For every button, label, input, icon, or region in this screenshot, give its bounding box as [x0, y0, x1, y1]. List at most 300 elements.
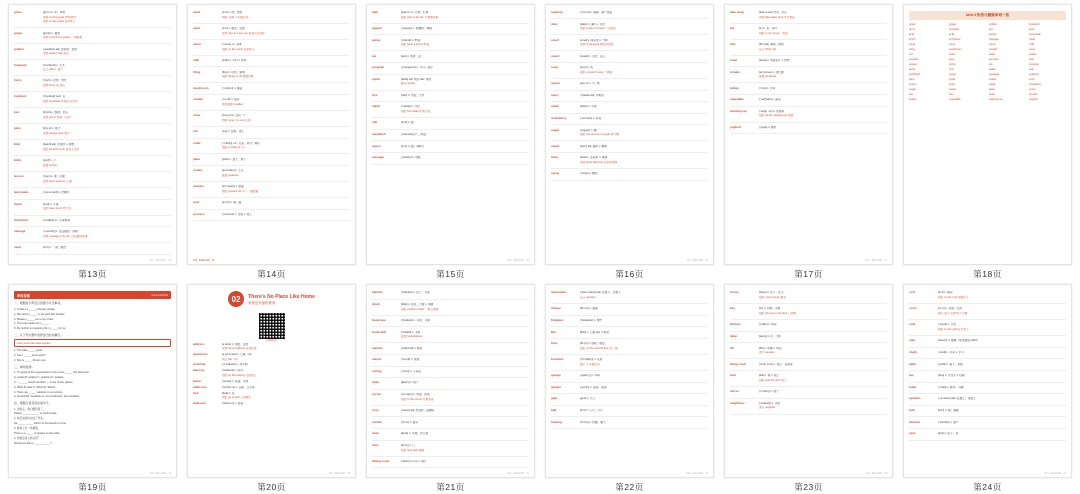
- word-entry: [14, 79, 171, 87]
- word-entry: [14, 219, 171, 223]
- page-footer: 021 · ENGLISH · 21: [507, 472, 529, 476]
- entry-body: [222, 27, 350, 35]
- headword: juice: [14, 126, 21, 131]
- page-caption: 第18页: [973, 268, 1002, 279]
- entry-body: [43, 79, 171, 87]
- headword: balcony: [193, 368, 205, 373]
- entry-body: [43, 64, 171, 72]
- page-7[interactable]: [8, 284, 177, 478]
- word-entry: [14, 203, 171, 211]
- entry-divider: [372, 50, 529, 51]
- entry-divider: [551, 18, 708, 19]
- entry-divider: [372, 377, 529, 378]
- entry-body: [222, 380, 350, 384]
- entry-divider: [14, 123, 171, 124]
- word-entry: [551, 172, 708, 176]
- entry-body: [580, 307, 708, 311]
- entry-line: 逐例 smell good 闻起来很香: [580, 43, 614, 47]
- headword: garden: [551, 384, 562, 389]
- word-entry: [730, 59, 887, 63]
- word-cell: taste: [989, 87, 995, 91]
- entry-line: [ˈhʌndrəd] num. 百: [43, 95, 66, 99]
- word-entry: [193, 98, 350, 106]
- entry-line: 搭配 on the grass 在草地上: [43, 20, 76, 24]
- entry-body: [401, 347, 529, 351]
- entry-line: [bed] n. 床: [222, 391, 235, 395]
- entry-line: [raɪs] n. 米饭；大米: [401, 93, 425, 97]
- word-entry: [551, 307, 708, 311]
- entry-body: [759, 323, 887, 327]
- entry-body: [401, 27, 529, 31]
- entry-line: [ˈsænwɪdʒ] n. 三明治: [401, 133, 427, 136]
- unit-title-wrap: [248, 294, 315, 305]
- entry-body: [759, 402, 887, 410]
- word-entry: [372, 303, 529, 311]
- entry-line: 搭配 on the roof 在屋顶上: [938, 295, 969, 299]
- entry-line: 搭配 have lunch 吃午饭: [43, 207, 71, 211]
- headword: soup: [551, 65, 559, 70]
- entry-divider: [193, 23, 350, 24]
- word-entry-list: [193, 11, 350, 222]
- entry-body: [401, 393, 529, 401]
- exercise-question: 3. Please p_____ me a cup of tea.: [14, 317, 54, 321]
- entry-line: [ˈkɜːtn] n. 窗帘: [401, 420, 419, 424]
- word-entry: [372, 156, 529, 160]
- word-cell: none: [1029, 47, 1035, 51]
- entry-body: [580, 156, 708, 164]
- page-thumbnail-cell[interactable]: [366, 284, 535, 493]
- word-entry: [193, 386, 350, 390]
- entry-divider: [14, 139, 171, 140]
- headword: picnic: [372, 37, 381, 42]
- entry-line: 逐例 manage to do sth. 设法做成某事: [43, 235, 88, 239]
- entry-line: [əˈdres] n. 地址；住址: [222, 342, 249, 346]
- headword: grape: [14, 30, 23, 35]
- entry-divider: [14, 107, 171, 108]
- headword: menu: [193, 41, 202, 46]
- entry-divider: [372, 366, 529, 367]
- entry-divider: [14, 199, 171, 200]
- headword: meal: [14, 245, 21, 250]
- word-cell: plan: [1029, 57, 1035, 61]
- word-entry: [551, 145, 708, 149]
- page-9[interactable]: [366, 284, 535, 478]
- entry-body: [401, 291, 529, 295]
- word-entry: [909, 351, 1066, 355]
- exercise-question: Would you like to _____ _____ ?: [14, 442, 52, 446]
- word-cell: manage: [989, 37, 999, 41]
- word-cell: prepare: [909, 57, 919, 61]
- headword: strawberry: [551, 116, 567, 121]
- headword: pie: [372, 53, 377, 58]
- entry-divider: [730, 55, 887, 56]
- headword: vegetable: [730, 97, 744, 102]
- entry-body: [222, 98, 350, 106]
- entry-line: [miːl] n. 一餐；膳食: [43, 246, 66, 250]
- entry-line: [ˈneɪbə(r)] n. 邻居: [759, 401, 781, 405]
- entry-line: [kiː] n. 钥匙；关键: [759, 307, 781, 311]
- headword: hall: [551, 408, 557, 413]
- headword: block: [372, 302, 380, 306]
- word-entry: [372, 94, 529, 98]
- entry-line: [ˈmʌʃrʊm] n. 蘑菇: [222, 86, 243, 90]
- unit-cover-header: [193, 291, 350, 307]
- entry-divider: [551, 50, 708, 51]
- word-entry: [730, 307, 887, 315]
- page-thumbnail-cell[interactable]: [724, 284, 893, 493]
- entry-divider: [730, 370, 887, 371]
- entry-line: [ˈmɪrə(r)] n. 镜子: [759, 390, 779, 394]
- word-entry: [372, 27, 529, 31]
- exercise-word-bank: order smell slice taste prepare: [14, 339, 171, 347]
- word-entry: [193, 392, 350, 400]
- page-thumbnail-cell[interactable]: [187, 4, 356, 280]
- entry-line: 搭配 a slice of bread 一片面包: [580, 27, 616, 31]
- headword: corner: [372, 392, 382, 397]
- entry-line: 逐例 cut the grass 修剪草坪: [43, 15, 77, 19]
- word-entry: [372, 347, 529, 351]
- entry-divider: [551, 101, 708, 102]
- entry-divider: [730, 386, 887, 387]
- headword: kind: [14, 142, 21, 147]
- entry-line: [ˈlʌntʃtaɪm] n. 午餐时间: [43, 218, 71, 222]
- entry-body: [222, 369, 350, 377]
- entry-line: [ˈkəʊzi] adj. 舒适的；温馨的: [401, 409, 435, 413]
- page-5[interactable]: [724, 4, 893, 265]
- entry-divider: [730, 414, 887, 415]
- entry-body: [580, 145, 708, 149]
- entry-body: [43, 111, 171, 119]
- word-entry: [14, 95, 171, 103]
- word-cell: salt: [1029, 67, 1034, 71]
- entry-line: 逐例 taste delicious 尝起来美味: [580, 160, 618, 164]
- page-thumbnail-cell[interactable]: [903, 284, 1072, 493]
- word-entry: [909, 339, 1066, 343]
- word-entry: [730, 110, 887, 118]
- entry-divider: [909, 370, 1066, 371]
- page-4[interactable]: [545, 4, 714, 265]
- page-caption: 第15页: [436, 268, 465, 279]
- word-entry: [551, 342, 708, 350]
- word-cell: knife: [949, 32, 955, 36]
- word-cell: golden: [989, 23, 998, 26]
- word-entry: [909, 409, 1066, 413]
- word-entry: [193, 27, 350, 35]
- entry-divider: [193, 153, 350, 154]
- headword: desk: [372, 431, 379, 436]
- word-entry: [14, 64, 171, 72]
- entry-body: [580, 23, 708, 31]
- entry-line: 搭配 on the menu 在菜单上: [222, 47, 255, 51]
- entry-body: [580, 82, 708, 86]
- word-entry: [372, 358, 529, 362]
- word-entry: [551, 94, 708, 98]
- entry-divider: [372, 405, 529, 406]
- headword: husband: [14, 62, 27, 67]
- word-entry: [730, 43, 887, 51]
- entry-line: 搭配 a block of flats 一栋公寓楼: [401, 307, 439, 311]
- word-entry: [730, 87, 887, 91]
- headword: meat: [193, 10, 201, 14]
- entry-line: [ˈwɪndəʊ] n. 窗户: [938, 420, 959, 424]
- word-entry: [730, 126, 887, 130]
- entry-line: 搭配 have a picnic 野餐: [401, 43, 429, 47]
- entry-body: [938, 307, 1066, 315]
- word-cell: steak: [989, 82, 996, 86]
- entry-line: [ˈsɪrəp] n. 糖浆: [580, 172, 598, 176]
- entry-body: [43, 219, 171, 223]
- headword: room: [909, 306, 917, 311]
- exercise-question: 4. The soup tastes too s_____ .: [14, 322, 51, 326]
- page-3[interactable]: [366, 4, 535, 265]
- entry-body: [759, 59, 887, 63]
- headword: door: [372, 442, 379, 447]
- exercise-question: 2. — _____ would you like? — A cup of tea, please.: [14, 380, 74, 384]
- page-6[interactable]: [903, 4, 1072, 265]
- word-cell: meat: [909, 42, 915, 46]
- headword: take away: [730, 10, 745, 14]
- entry-line: [ˈkɪtʃɪn] n. 厨房: [759, 323, 777, 327]
- entry-divider: [372, 342, 529, 343]
- word-cell: turkey: [909, 97, 917, 101]
- entry-line: [ˈnuːdl] n. 面条: [222, 98, 240, 102]
- entry-body: [222, 353, 350, 361]
- word-cell: husband: [1029, 23, 1040, 26]
- headword: carpet: [372, 357, 382, 362]
- entry-divider: [193, 197, 350, 198]
- headword: potato: [193, 168, 203, 173]
- exercise-question: 4. 你愿意加入我们吗？: [14, 437, 41, 441]
- entry-divider: [372, 117, 529, 118]
- entry-line: [tiː] n. 茶；茶叶: [759, 26, 778, 30]
- word-entry: [14, 175, 171, 183]
- entry-line: [jɑːd] n. 院子；码: [938, 432, 959, 436]
- word-entry: [372, 66, 529, 70]
- word-cell: hundred: [949, 27, 959, 31]
- entry-line: 搭配 on the balcony 在阳台上: [222, 373, 258, 377]
- word-entry-list: [372, 11, 529, 166]
- entry-divider: [372, 129, 529, 130]
- word-cell: soup: [1029, 77, 1035, 81]
- entry-body: [580, 409, 708, 413]
- page-caption: 第24页: [973, 482, 1002, 493]
- headword: sugar: [551, 127, 560, 132]
- entry-line: [nʌt] n. 坚果；果仁: [222, 130, 245, 134]
- qr-label: 扫码听读: [266, 339, 277, 343]
- word-entry: [551, 386, 708, 390]
- entry-divider: [551, 34, 708, 35]
- headword: armchair: [193, 362, 206, 367]
- entry-divider: [14, 75, 171, 76]
- exercise-question: A. hundred B. hundreds C. two hundred D. two hundreds: [14, 395, 80, 399]
- page-caption: 第21页: [436, 482, 465, 493]
- page-thumbnail-cell[interactable]: [724, 4, 893, 280]
- entry-line: 搭配 on the sofa 在沙发上: [938, 327, 969, 331]
- page-2[interactable]: [187, 4, 356, 265]
- page-8[interactable]: [187, 284, 356, 478]
- word-entry: [372, 444, 529, 452]
- headword: quick: [372, 76, 380, 81]
- entry-body: [938, 421, 1066, 425]
- headword: spoon: [551, 81, 560, 86]
- word-entry: [909, 397, 1066, 401]
- entry-body: [580, 342, 708, 350]
- entry-divider: [14, 155, 171, 156]
- entry-body: [938, 397, 1066, 401]
- entry-body: [938, 339, 1066, 343]
- entry-line: [teɪst] v. 尝起来 n. 味道: [580, 156, 608, 160]
- entry-body: [759, 27, 887, 35]
- entry-divider: [372, 299, 529, 300]
- word-cell: meal: [1029, 37, 1035, 41]
- word-cell: syrup: [1029, 87, 1036, 91]
- word-cell: sugar: [909, 87, 916, 91]
- entry-divider: [551, 354, 708, 355]
- word-entry: [193, 169, 350, 177]
- exercise-question: 1. 请快点，我们要迟到了。: [14, 407, 46, 411]
- word-entry: [551, 156, 708, 164]
- headword: window: [909, 419, 920, 424]
- exercise-section-title: 三、单项选择。: [14, 364, 35, 369]
- entry-body: [580, 421, 708, 425]
- entry-line: [greɪp] n. 葡萄: [43, 31, 60, 35]
- word-cell: pie: [989, 62, 993, 66]
- page-thumbnail-cell[interactable]: [8, 4, 177, 280]
- entry-line: [snæk] n. 小吃；点心: [580, 54, 606, 58]
- entry-line: 搭配 go to bed 上床睡觉: [222, 396, 251, 400]
- page-10[interactable]: [545, 284, 714, 478]
- entry-divider: [551, 370, 708, 371]
- word-entry: [14, 191, 171, 195]
- word-entry: [193, 213, 350, 217]
- headword: salt: [372, 120, 378, 125]
- word-entry: [193, 43, 350, 51]
- headword: living room: [730, 361, 747, 366]
- entry-line: [ˈhʌzbənd] n. 丈夫: [43, 63, 65, 67]
- word-entry: [551, 82, 708, 86]
- headword: table: [909, 361, 917, 366]
- entry-divider: [909, 428, 1066, 429]
- entry-line: [ˌleməˈneɪd] n. 柠檬水: [43, 191, 70, 195]
- entry-divider: [193, 126, 350, 127]
- entry-line: [prɪˈpeə(r)] v. 准备: [222, 185, 244, 189]
- page-1[interactable]: [8, 4, 177, 265]
- entry-body: [222, 158, 350, 162]
- word-entry: [193, 363, 350, 367]
- headword: downstairs: [551, 290, 567, 295]
- entry-divider: [14, 59, 171, 60]
- word-entry: [193, 142, 350, 150]
- entry-divider: [551, 338, 708, 339]
- word-entry-list: [551, 11, 708, 182]
- word-entry: [372, 381, 529, 385]
- entry-line: 搭配 fruit salad 水果沙拉: [401, 110, 431, 113]
- entry-line: [ˈprəʊɡræm] n. 节目；程序: [401, 66, 433, 70]
- entry-divider: [551, 180, 708, 181]
- entry-body: [222, 386, 350, 390]
- page-thumbnail-cell[interactable]: [545, 284, 714, 493]
- page-footer: 016 · ENGLISH · 16: [686, 258, 708, 262]
- entry-body: [222, 201, 350, 205]
- headword: mirror: [730, 389, 739, 394]
- entry-line: 搭配 hundreds of 数以百计的: [43, 100, 78, 104]
- entry-line: [tæp] n. 水龙头 v. 轻敲: [938, 374, 965, 378]
- entry-line: [ˈstʌdi] n. 书房 v. 学习: [938, 350, 964, 354]
- page-thumbnail-cell[interactable]: [187, 284, 356, 493]
- word-entry-list: [14, 11, 171, 256]
- word-entry: [193, 158, 350, 162]
- entry-line: 搭配 things to do 要做的事: [222, 75, 254, 79]
- page-12[interactable]: [903, 284, 1072, 478]
- entry-line: [ˌwɒʃɪŋ ˈʌp] n. 洗餐具: [759, 109, 785, 113]
- page-caption: 第16页: [615, 268, 644, 279]
- headword: lunchtime: [14, 217, 29, 222]
- headword: seafood: [551, 10, 563, 14]
- entry-line: [wɔːl] n. 墙；围墙: [938, 409, 959, 413]
- entry-body: [222, 87, 350, 91]
- headword: lesson: [14, 174, 24, 179]
- entry-line: [ˈvedʒtəbl] n. 蔬菜: [759, 98, 781, 102]
- word-entry: [14, 48, 171, 56]
- page-thumbnail-cell[interactable]: [366, 4, 535, 280]
- entry-line: 逐例 orange juice 橙汁: [43, 131, 70, 135]
- entry-body: [580, 39, 708, 47]
- word-cell: tea: [909, 92, 913, 96]
- qr-code-icon[interactable]: [259, 313, 285, 339]
- entry-line: [smel] v. 闻起来 n. 气味: [580, 38, 608, 42]
- entry-body: [43, 32, 171, 40]
- headword: hurry: [14, 78, 22, 83]
- entry-divider: [372, 101, 529, 102]
- page-footer: 018 · ENGLISH · 18: [149, 472, 171, 476]
- word-entry-list: [730, 11, 887, 135]
- word-cell: order: [949, 52, 956, 56]
- entry-divider: [14, 226, 171, 227]
- word-cell: lemonade: [1029, 32, 1041, 36]
- entry-divider: [193, 110, 350, 111]
- exercise-header-right: Food and Drink: [151, 293, 168, 297]
- word-entry: [193, 380, 350, 384]
- headword: lock: [730, 373, 737, 378]
- page-thumbnail-cell[interactable]: [545, 4, 714, 280]
- unit-title-en: There's No Place Like Home: [248, 293, 315, 300]
- page-caption: 第13页: [78, 268, 107, 279]
- entry-line: [ˈkɑːpɪt] n. 地毯: [401, 358, 420, 362]
- word-entry: [372, 393, 529, 401]
- entry-divider: [551, 416, 708, 417]
- word-entry: [909, 363, 1066, 367]
- entry-body: [401, 105, 529, 113]
- entry-line: [plæn] n./v. 计划；打算: [401, 11, 429, 14]
- entry-body: [938, 432, 1066, 436]
- page-thumbnail-cell[interactable]: [903, 4, 1072, 280]
- entry-line: [flæt] n. 公寓 adj. 平坦的: [580, 330, 609, 334]
- entry-line: 常用复数 noodles: [222, 102, 243, 106]
- page-11[interactable]: [724, 284, 893, 478]
- headword: upstairs: [909, 396, 921, 401]
- entry-line: 美式 elevator: [759, 351, 775, 355]
- page-thumbnail-cell[interactable]: [8, 284, 177, 493]
- word-cell: strawberry: [1029, 82, 1042, 86]
- entry-divider: [551, 140, 708, 141]
- entry-line: [grɑːs] n. 草；草地: [43, 11, 65, 14]
- entry-body: [401, 319, 529, 323]
- entry-line: [desk] n. 书桌；办公桌: [401, 432, 429, 436]
- word-cell: lunch: [909, 37, 916, 41]
- entry-body: [222, 392, 350, 400]
- entry-body: [938, 374, 1066, 378]
- entry-body: [580, 66, 708, 74]
